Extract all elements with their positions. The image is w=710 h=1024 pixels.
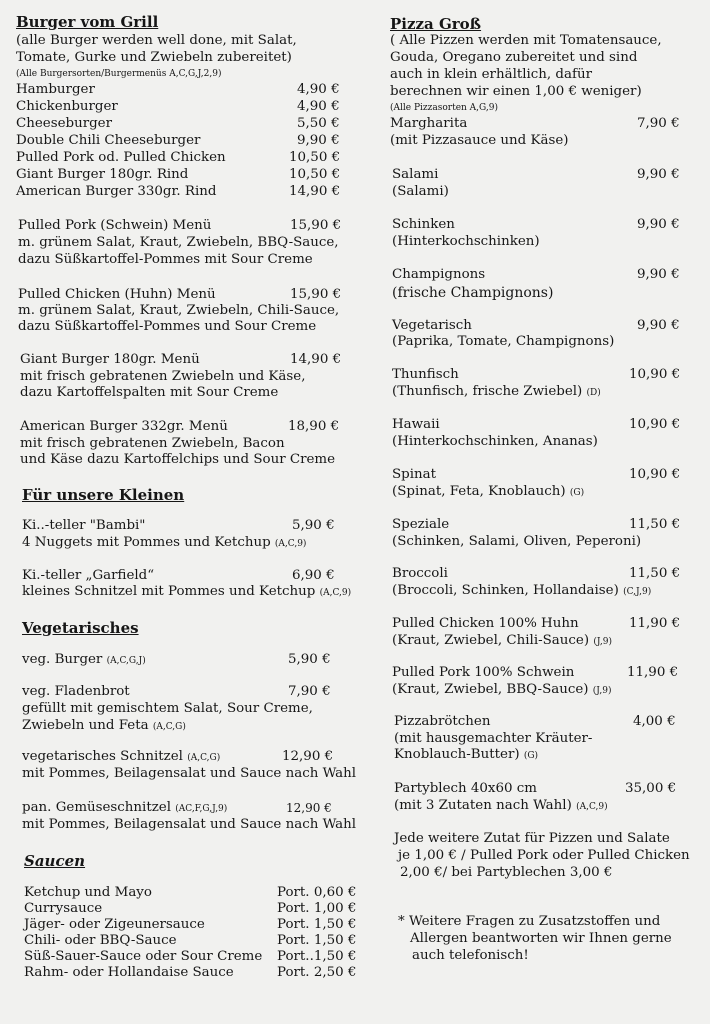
menu-item-desc: mit frisch gebratenen Zwiebeln, Bacon	[20, 436, 285, 451]
menu-item-desc: mit Pommes, Beilagensalat und Sauce nach Wahl	[22, 766, 357, 781]
menu-item-desc: gefüllt mit gemischtem Salat, Sour Creme,	[22, 701, 313, 716]
pizza-desc-line: ( Alle Pizzen werden mit Tomatensauce,	[390, 33, 662, 48]
sauce-price: Port. 0,60 €	[277, 885, 357, 900]
menu-item-name: Hamburger	[16, 82, 95, 97]
footnote-line: auch telefonisch!	[412, 948, 529, 963]
pizza-price: 9,90 €	[637, 267, 680, 282]
pizza-desc: (Thunfisch, frische Zwiebel) (D)	[392, 384, 601, 399]
pizza-section-title: Pizza Groß	[390, 15, 482, 33]
menu-item-price: 15,90 €	[290, 218, 342, 233]
pizza-name: Salami	[392, 167, 439, 182]
pizza-price: 7,90 €	[637, 116, 680, 131]
extra-info-line: je 1,00 € / Pulled Pork oder Pulled Chicken	[398, 848, 690, 863]
pizza-desc-line: Gouda, Oregano zubereitet und sind	[390, 50, 638, 65]
menu-item-price: 14,90 €	[289, 184, 341, 199]
menu-item-price: 5,50 €	[297, 116, 340, 131]
menu-item-name: Pulled Chicken (Huhn) Menü	[18, 287, 216, 302]
menu-item-price: 5,90 €	[288, 652, 331, 667]
pizza-price: 10,90 €	[629, 467, 681, 482]
sauce-price: Port. 1,00 €	[277, 901, 357, 916]
menu-item-price: 6,90 €	[292, 568, 335, 583]
pizza-desc-line: berechnen wir einen 1,00 € weniger)	[390, 84, 642, 99]
menu-item-desc: dazu Kartoffelspalten mit Sour Creme	[20, 385, 279, 400]
pizza-name: Vegetarisch	[392, 318, 472, 333]
pizza-name: Margharita	[390, 116, 468, 131]
sauce-name: Jäger- oder Zigeunersauce	[24, 917, 205, 932]
pizza-desc: (Broccoli, Schinken, Hollandaise) (C,J,9)	[392, 583, 652, 598]
menu-item-name: American Burger 332gr. Menü	[20, 419, 228, 434]
menu-item-name: veg. Burger (A,C,G,J)	[22, 652, 146, 667]
menu-item-price: 9,90 €	[297, 133, 340, 148]
pizza-desc: (Schinken, Salami, Oliven, Peperoni)	[392, 534, 642, 549]
pizza-price: 11,50 €	[629, 517, 681, 532]
menu-item-desc: dazu Süßkartoffel-Pommes mit Sour Creme	[18, 252, 313, 267]
pizza-desc: (Hinterkochschinken)	[392, 234, 540, 249]
pizza-desc: (Kraut, Zwiebel, Chili-Sauce) (J,9)	[392, 633, 613, 648]
sauce-price: Port. 1,50 €	[277, 917, 357, 932]
menu-item-price: 7,90 €	[288, 684, 331, 699]
menu-item-name: vegetarisches Schnitzel (A,C,G)	[22, 749, 221, 764]
menu-item-desc: Zwiebeln und Feta (A,C,G)	[22, 718, 186, 733]
pizza-name: Schinken	[392, 217, 455, 232]
pizza-desc-line: auch in klein erhältlich, dafür	[390, 67, 592, 82]
burger-desc-line: Tomate, Gurke und Zwiebeln zubereitet)	[16, 50, 292, 65]
menu-item-price: 4,90 €	[297, 82, 340, 97]
pizza-price: 9,90 €	[637, 318, 680, 333]
menu-item-price: 18,90 €	[288, 419, 340, 434]
menu-item-desc: 4 Nuggets mit Pommes und Ketchup (A,C,9)	[22, 535, 307, 550]
pizza-name: Spinat	[392, 467, 437, 482]
pizza-desc: (Hinterkochschinken, Ananas)	[392, 434, 598, 449]
sauce-name: Currysauce	[24, 901, 103, 916]
pizza-desc: (mit Pizzasauce und Käse)	[390, 133, 569, 148]
menu-item-name: Chickenburger	[16, 99, 118, 114]
menu-item-price: 15,90 €	[290, 287, 342, 302]
menu-item-price: 5,90 €	[292, 518, 335, 533]
pizza-price: 11,50 €	[629, 566, 681, 581]
extra-info-line: Jede weitere Zutat für Pizzen und Salate	[394, 831, 670, 846]
menu-item-name: Giant Burger 180gr. Menü	[20, 352, 200, 367]
menu-item-price: 12,90 €	[282, 749, 334, 764]
pizza-desc: (Paprika, Tomate, Champignons)	[392, 334, 615, 349]
menu-item-desc: kleines Schnitzel mit Pommes und Ketchup (A,C,9)	[22, 584, 352, 599]
veg-section-title: Vegetarisches	[22, 619, 139, 637]
footnote-line: Allergen beantworten wir Ihnen gerne	[410, 931, 672, 946]
menu-item-desc: mit Pommes, Beilagensalat und Sauce nach Wahl	[22, 817, 357, 832]
menu-item-price: 14,90 €	[290, 352, 342, 367]
menu-item-price: 4,90 €	[297, 99, 340, 114]
menu-item-desc: m. grünem Salat, Kraut, Zwiebeln, BBQ-Sauce,	[18, 235, 339, 250]
pizza-name: Broccoli	[392, 566, 448, 581]
pizza-desc: (mit 3 Zutaten nach Wahl) (A,C,9)	[394, 798, 608, 813]
menu-item-name: veg. Fladenbrot	[22, 684, 130, 699]
menu-item-desc: mit frisch gebratenen Zwiebeln und Käse,	[20, 369, 306, 384]
menu-item-name: Pulled Pork (Schwein) Menü	[18, 218, 212, 233]
pizza-desc: (frische Champignons)	[392, 285, 554, 301]
sauce-price: Port..1,50 €	[277, 949, 357, 964]
pizza-price: 11,90 €	[629, 616, 681, 631]
sauce-name: Ketchup und Mayo	[24, 885, 152, 900]
burger-allergens: (Alle Burgersorten/Burgermenüs A,C,G,J,2,9)	[16, 69, 222, 79]
burger-desc-line: (alle Burger werden well done, mit Salat,	[16, 33, 297, 48]
pizza-price: 10,90 €	[629, 367, 681, 382]
pizza-allergens: (Alle Pizzasorten A,G,9)	[390, 103, 499, 113]
sauce-price: Port. 2,50 €	[277, 965, 357, 980]
menu-item-name: pan. Gemüseschnitzel (AC,F,G,J,9)	[22, 800, 228, 815]
menu-item-desc: und Käse dazu Kartoffelchips und Sour Creme	[20, 452, 336, 467]
pizza-price: 9,90 €	[637, 167, 680, 182]
pizza-desc: (Spinat, Feta, Knoblauch) (G)	[392, 484, 585, 499]
sauce-name: Süß-Sauer-Sauce oder Sour Creme	[24, 949, 263, 964]
menu-item-price: 12,90 €	[286, 801, 332, 815]
menu-item-desc: dazu Süßkartoffel-Pommes und Sour Creme	[18, 319, 317, 334]
sauce-name: Rahm- oder Hollandaise Sauce	[24, 965, 234, 980]
pizza-price: 9,90 €	[637, 217, 680, 232]
pizza-name: Pulled Pork 100% Schwein	[392, 665, 575, 680]
menu-item-name: Cheeseburger	[16, 116, 113, 131]
pizza-price: 11,90 €	[627, 665, 679, 680]
menu-item-name: Ki..-teller "Bambi"	[22, 518, 146, 533]
pizza-desc: (Salami)	[392, 184, 449, 199]
menu-item-name: Pulled Pork od. Pulled Chicken	[16, 150, 226, 165]
pizza-price: 4,00 €	[633, 714, 676, 729]
pizza-name: Partyblech 40x60 cm	[394, 781, 537, 796]
menu-item-name: Giant Burger 180gr. Rind	[16, 167, 189, 182]
footnote-line: * Weitere Fragen zu Zusatzstoffen und	[398, 914, 661, 929]
kids-section-title: Für unsere Kleinen	[22, 486, 185, 504]
pizza-desc: Knoblauch-Butter) (G)	[394, 747, 539, 762]
menu-item-name: Double Chili Cheeseburger	[16, 133, 201, 148]
pizza-name: Champignons	[392, 267, 486, 282]
burger-section-title: Burger vom Grill	[16, 13, 159, 31]
menu-item-name: Ki.-teller „Garfield“	[22, 568, 155, 583]
sauce-price: Port. 1,50 €	[277, 933, 357, 948]
sauces-section-title: Saucen	[24, 852, 86, 870]
menu-item-desc: m. grünem Salat, Kraut, Zwiebeln, Chili-Sauce,	[18, 303, 340, 318]
pizza-desc: (Kraut, Zwiebel, BBQ-Sauce) (J,9)	[392, 682, 612, 697]
pizza-name: Thunfisch	[392, 367, 459, 382]
pizza-name: Speziale	[392, 517, 450, 532]
pizza-desc: (mit hausgemachter Kräuter-	[394, 731, 593, 746]
menu-item-price: 10,50 €	[289, 150, 341, 165]
pizza-name: Hawaii	[392, 417, 440, 432]
pizza-name: Pizzabrötchen	[394, 714, 491, 729]
pizza-price: 35,00 €	[625, 781, 677, 796]
extra-info-line: 2,00 €/ bei Partyblechen 3,00 €	[400, 865, 613, 880]
sauce-name: Chili- oder BBQ-Sauce	[24, 933, 177, 948]
menu-item-price: 10,50 €	[289, 167, 341, 182]
pizza-price: 10,90 €	[629, 417, 681, 432]
menu-item-name: American Burger 330gr. Rind	[16, 184, 217, 199]
pizza-name: Pulled Chicken 100% Huhn	[392, 616, 579, 631]
